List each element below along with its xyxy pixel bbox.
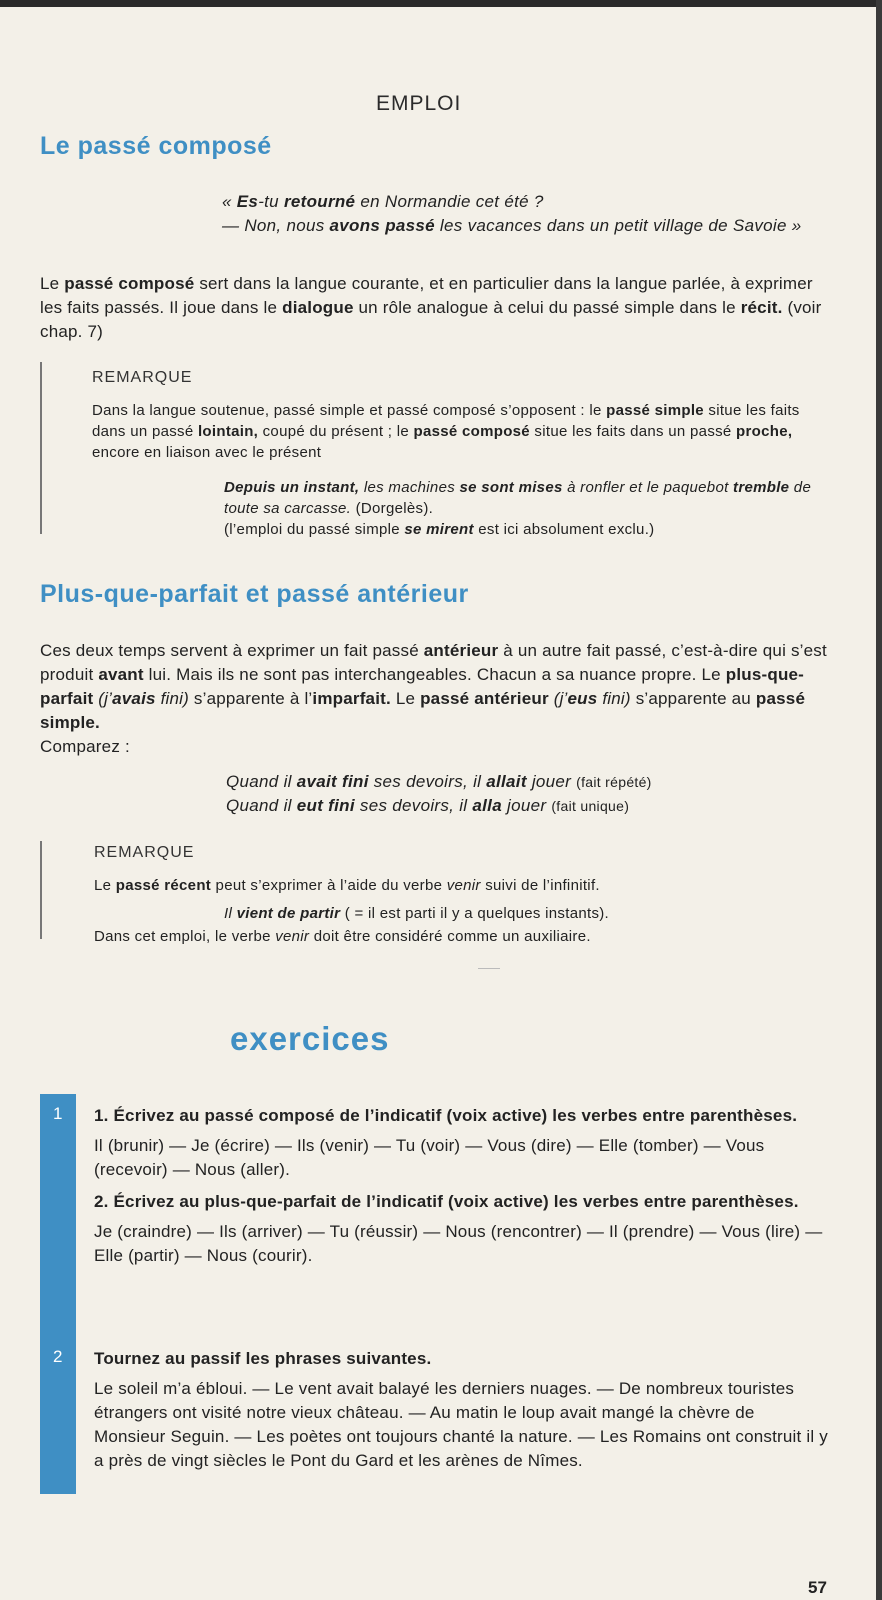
remark-text-2b: Dans cet emploi, le verbe venir doit être considéré comme un auxiliaire. bbox=[94, 928, 591, 945]
remark-example-2: Il vient de partir ( = il est parti il y a quelques instants). bbox=[224, 905, 610, 922]
exercise-2-items: Je (craindre) — Ils (arriver) — Tu (réussir) — Nous (rencontrer) — Il (prendre) — Vous (lire) — Elle (partir) — Nous (courir). bbox=[94, 1222, 823, 1265]
exercises-title: exercices bbox=[230, 1020, 390, 1057]
remark-text: Dans la langue soutenue, passé simple et passé composé s’opposent : le passé simple situe les faits dans un passé lointain, coupé du présent ; le passé composé situe les faits dans un passé proche, encore en liaison avec le présent bbox=[92, 402, 800, 461]
remark-title: REMARQUE bbox=[92, 369, 193, 386]
comparison-examples: Quand il avait fini ses devoirs, il allait jouer (fait répété) Quand il eut fini ses devoirs, il alla jouer (fait unique) bbox=[226, 772, 652, 815]
divider bbox=[478, 968, 500, 969]
remark-text-2: Le passé récent peut s’exprimer à l’aide du verbe venir suivi de l’infinitif. bbox=[94, 877, 600, 894]
exercise-block-2 bbox=[94, 1347, 828, 1481]
paragraph-plus-que-parfait: Ces deux temps servent à exprimer un fait passé antérieur à un autre fait passé, c’est-à-dire qui s’est produit avant lui. Mais ils ne sont pas interchangeables. Chacun a sa nuance propre. Le plus-que-parfait (j’avais fini) s’apparente à l’imparfait. Le passé antérieur (j’eus fini) s’apparente au passé simple. Comparez : bbox=[40, 641, 827, 756]
page-number: 57 bbox=[808, 1578, 827, 1597]
example-quote: « Es-tu retourné en Normandie cet été ? — Non, nous avons passé les vacances dans un petit village de Savoie » bbox=[222, 192, 802, 235]
exercise-1-instruction: 1. Écrivez au passé composé de l’indicatif (voix active) les verbes entre parenthèses. bbox=[94, 1106, 798, 1125]
exercise-number-bar bbox=[40, 1094, 76, 1494]
exercise-number-1: 1 bbox=[53, 1104, 63, 1123]
remark-example: Depuis un instant, les machines se sont mises à ronfler et le paquebot tremble de toute sa carcasse. (Dorgelès). (l’emploi du passé simple se mirent est ici absolument exclu.) bbox=[224, 479, 812, 538]
book-edge bbox=[876, 0, 882, 1600]
top-border bbox=[0, 0, 882, 7]
exercise-block-1 bbox=[94, 1104, 828, 1276]
exercise-1-items: Il (brunir) — Je (écrire) — Ils (venir) — Tu (voir) — Vous (dire) — Elle (tomber) — Vous (recevoir) — Nous (aller). bbox=[94, 1136, 765, 1179]
exercise-2-instruction: 2. Écrivez au plus-que-parfait de l’indicatif (voix active) les verbes entre parenthèses. bbox=[94, 1192, 799, 1211]
section-label: EMPLOI bbox=[376, 92, 462, 115]
remark-title-2: REMARQUE bbox=[94, 844, 195, 861]
exercise-3-instruction: Tournez au passif les phrases suivantes. bbox=[94, 1349, 432, 1368]
remark-bar-2 bbox=[40, 841, 42, 939]
exercise-3-items: Le soleil m’a ébloui. — Le vent avait balayé les derniers nuages. — De nombreux touristes étrangers ont visité notre vieux château. — Au matin le loup avait mangé la chèvre de Monsieur Seguin. — Les poètes ont toujours chanté la nature. — Les Romains ont construit il y a près de vingt siècles le Pont du Gard et les arènes de Nîmes. bbox=[94, 1379, 828, 1470]
remark-bar bbox=[40, 362, 42, 534]
exercise-number-2: 2 bbox=[53, 1347, 63, 1366]
paragraph-passe-compose: Le passé composé sert dans la langue courante, et en particulier dans la langue parlée, à exprimer les faits passés. Il joue dans le dialogue un rôle analogue à celui du passé simple dans le récit. (voir chap. 7) bbox=[40, 274, 822, 341]
heading-plus-que-parfait: Plus-que-parfait et passé antérieur bbox=[40, 580, 469, 608]
heading-passe-compose: Le passé composé bbox=[40, 132, 272, 160]
